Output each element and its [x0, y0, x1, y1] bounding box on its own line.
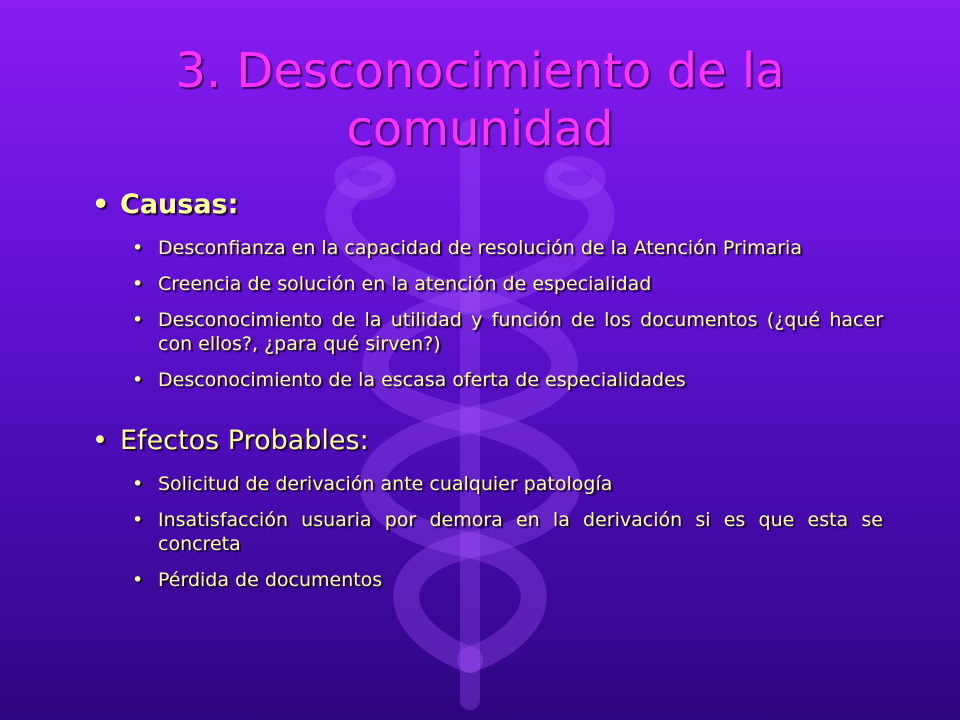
list-item: [132, 368, 883, 392]
bullet-icon: •: [132, 237, 144, 259]
list-item-text: Desconfianza en la capacidad de resolución de la Atención Primaria: [158, 237, 802, 259]
bullet-icon: •: [132, 473, 144, 495]
bullet-icon: •: [132, 309, 144, 331]
section-spacer: [92, 392, 892, 424]
section-heading-label: Efectos Probables:: [120, 425, 369, 456]
list-item-text: Creencia de solución en la atención de especialidad: [158, 273, 652, 295]
list-item: [132, 308, 883, 356]
list-item: [132, 272, 883, 296]
bullet-icon: •: [92, 425, 108, 456]
bullet-icon: •: [92, 189, 110, 220]
list-item-text: Insatisfacción usuaria por demora en la derivación si es que esta se concreta: [158, 509, 883, 555]
section-heading-label: Causas:: [120, 189, 239, 220]
page-title: 3. Desconocimiento de la comunidad: [175, 43, 785, 157]
section-heading-efectos: [92, 424, 892, 458]
list-item-text: Desconocimiento de la escasa oferta de especialidades: [158, 369, 686, 391]
slide-body: [92, 188, 892, 592]
list-item-text: Solicitud de derivación ante cualquier patología: [158, 473, 613, 495]
bullet-icon: •: [132, 369, 144, 391]
bullet-icon: •: [132, 273, 144, 295]
section-heading-causas: [92, 188, 892, 222]
list-item: [132, 236, 883, 260]
bullet-icon: •: [132, 569, 144, 591]
list-item: [132, 568, 883, 592]
list-item: [132, 508, 883, 556]
bullet-icon: •: [132, 509, 144, 531]
list-item-text: Pérdida de documentos: [158, 569, 383, 591]
list-item: [132, 472, 883, 496]
list-item-text: Desconocimiento de la utilidad y función de los documentos (¿qué hacer con ellos?, ¿para qué sirven?): [158, 309, 883, 355]
